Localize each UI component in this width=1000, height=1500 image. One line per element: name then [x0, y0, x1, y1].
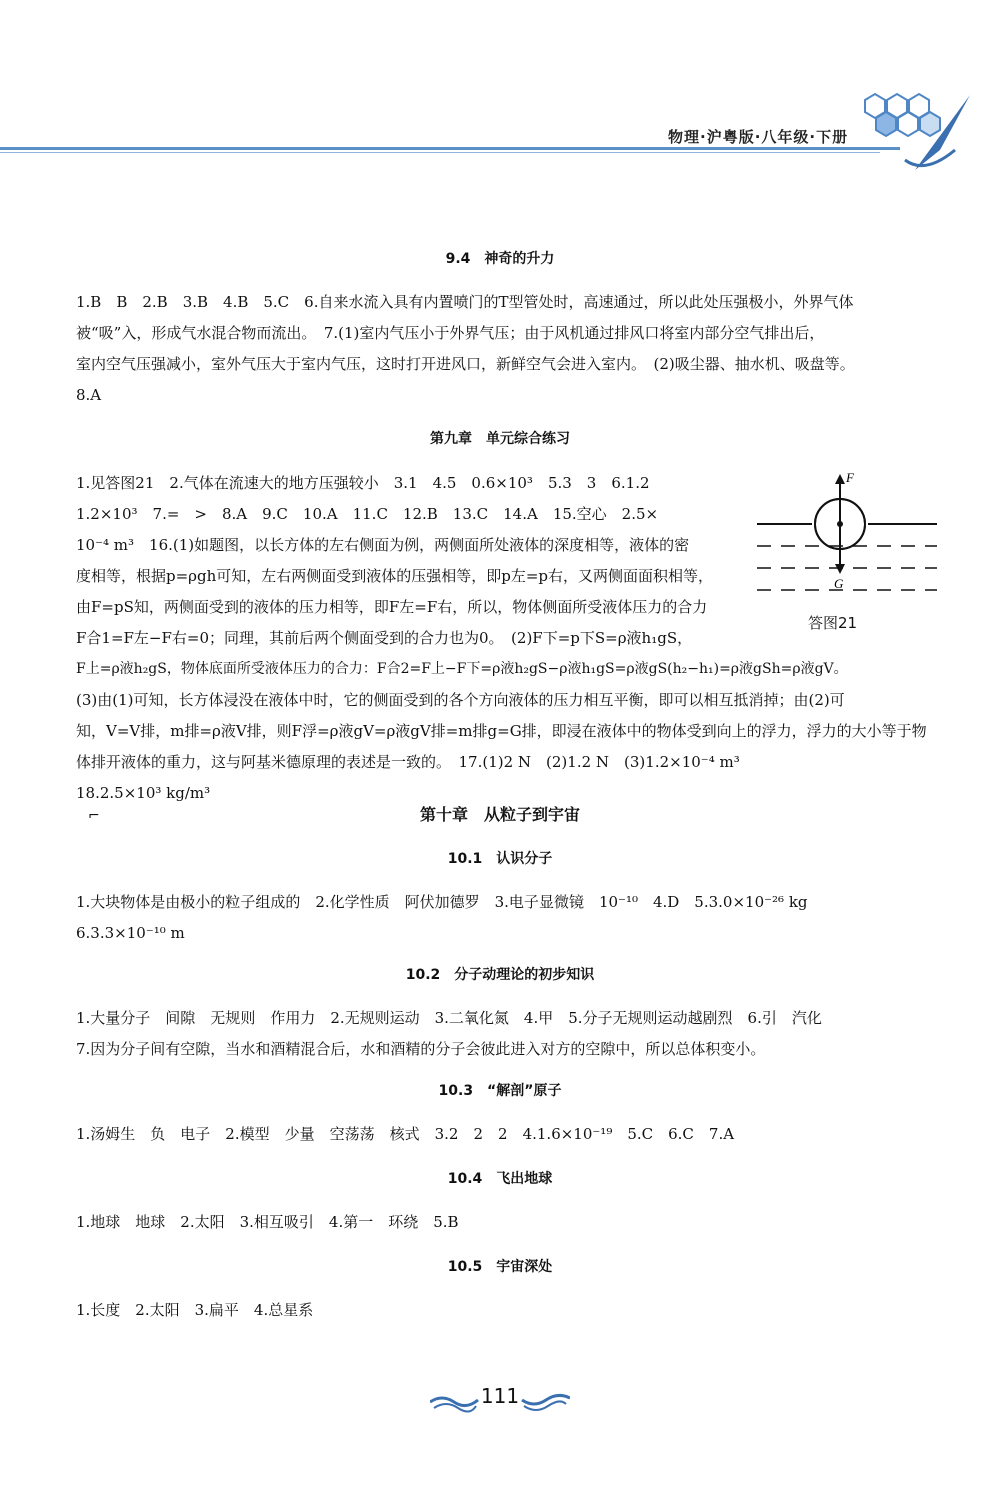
figure-caption: 答图21: [808, 614, 858, 632]
header-rule-thin: [0, 152, 880, 153]
section-title-10-2: 10.2 分子动理论的初步知识: [405, 967, 595, 983]
section-10-1-answers: [76, 887, 936, 949]
hexagon-logo-icon: [845, 90, 975, 180]
answer-line: F上=ρ液h₂gS，物体底面所受液体压力的合力：F合2=F上−F下=ρ液h₂gS−ρ液h₁gS=ρ液gS(h₂−h₁)=ρ液gSh=ρ液gV。: [76, 661, 848, 677]
answer-line: F合1=F左−F右=0；同理，其前后两个侧面受到的合力也为0。 (2)F下=p下S=ρ液h₁gS，: [76, 629, 693, 647]
answer-line: 1.大量分子 间隙 无规则 作用力 2.无规则运动 3.二氧化氮 4.甲 5.分子无规则运动越剧烈 6.引 汽化: [76, 1009, 822, 1027]
label-f: F: [846, 470, 854, 485]
page-number-footer: [430, 1378, 570, 1418]
header-rule: [0, 147, 900, 150]
answer-line: 8.A: [76, 386, 102, 404]
answer-line: (3)由(1)可知，长方体浸没在液体中时，它的侧面受到的各个方向液体的压力相互平衡，即可以相互抵消掉；由(2)可: [76, 691, 845, 709]
answer-line: 1.2×10³ 7.= > 8.A 9.C 10.A 11.C 12.B 13.C 14.A 15.空心 2.5×: [76, 505, 659, 523]
answer-line: 6.3.3×10⁻¹⁰ m: [76, 924, 185, 942]
answer-line: 1.大块物体是由极小的粒子组成的 2.化学性质 阿伏加德罗 3.电子显微镜 10⁻¹⁰ 4.D 5.3.0×10⁻²⁶ kg: [76, 893, 808, 911]
answer-line: 度相等，根据p=ρgh可知，左右两侧面受到液体的压强相等，即p左=p右，又两侧面面积相等，: [76, 567, 714, 585]
answer-line: 体排开液体的重力，这与阿基米德原理的表述是一致的。 17.(1)2 N (2)1.2 N (3)1.2×10⁻⁴ m³: [76, 753, 740, 771]
section-title-10-3: 10.3 “解剖”原子: [438, 1083, 562, 1099]
section-9-4-answers: [76, 287, 936, 411]
answer-line: 10⁻⁴ m³ 16.(1)如题图，以长方体的左右侧面为例，两侧面所处液体的深度相等，液体的密: [76, 536, 690, 554]
section-title-10-4: 10.4 飞出地球: [447, 1171, 553, 1187]
chapter-title-10: 第十章 从粒子到宇宙: [419, 805, 580, 824]
answer-line: 被“吸”入，形成气水混合物而流出。 7.(1)室内气压小于外界气压；由于风机通过排风口将室内部分空气排出后，: [76, 324, 825, 342]
header-title: 物理·沪粤版·八年级·下册: [668, 128, 849, 146]
section-10-3-answers: [76, 1119, 936, 1150]
label-g: G: [834, 576, 844, 591]
answer-line: 由F=pS知，两侧面受到的液体的压力相等，即F左=F右，所以，物体侧面所受液体压力的合力: [76, 598, 708, 616]
section-title-ch9: 第九章 单元综合练习: [430, 431, 570, 447]
section-10-4-answers: [76, 1207, 936, 1238]
page-header: [0, 0, 1000, 200]
section-title-10-1: 10.1 认识分子: [447, 851, 553, 867]
answer-line: 知，V=V排，m排=ρ液V排，则F浮=ρ液gV=ρ液gV排=m排g=G排，即浸在液体中的物体受到向上的浮力，浮力的大小等于物: [76, 722, 927, 740]
stray-mark: ⌐: [88, 808, 100, 824]
answer-line: 1.汤姆生 负 电子 2.模型 少量 空荡荡 核式 3.2 2 2 4.1.6×10⁻¹⁹ 5.C 6.C 7.A: [76, 1125, 735, 1143]
answer-line: 1.地球 地球 2.太阳 3.相互吸引 4.第一 环绕 5.B: [76, 1213, 459, 1231]
water-dash-lines: [757, 546, 937, 590]
answer-line: 室内空气压强减小，室外气压大于室内气压，这时打开进风口，新鲜空气会进入室内。 (2)吸尘器、抽水机、吸盘等。: [76, 355, 855, 373]
answer-line: 1.见答图21 2.气体在流速大的地方压强较小 3.1 4.5 0.6×10³ 5.3 3 6.1.2: [76, 474, 650, 492]
section-title-9-4: 9.4 神奇的升力: [445, 251, 555, 267]
page-number: 111: [480, 1384, 520, 1408]
answer-line: 1.B B 2.B 3.B 4.B 5.C 6.自来水流入具有内置喷门的T型管处时，高速通过，所以此处压强极小，外界气体: [76, 293, 854, 311]
section-title-10-5: 10.5 宇宙深处: [447, 1259, 553, 1275]
answer-line: 7.因为分子间有空隙，当水和酒精混合后，水和酒精的分子会彼此进入对方的空隙中，所以总体积变小。: [76, 1040, 766, 1058]
section-10-2-answers: [76, 1003, 936, 1065]
answer-line: 18.2.5×10³ kg/m³: [76, 784, 211, 802]
section-10-5-answers: [76, 1295, 936, 1326]
answer-line: 1.长度 2.太阳 3.扁平 4.总星系: [76, 1301, 314, 1319]
